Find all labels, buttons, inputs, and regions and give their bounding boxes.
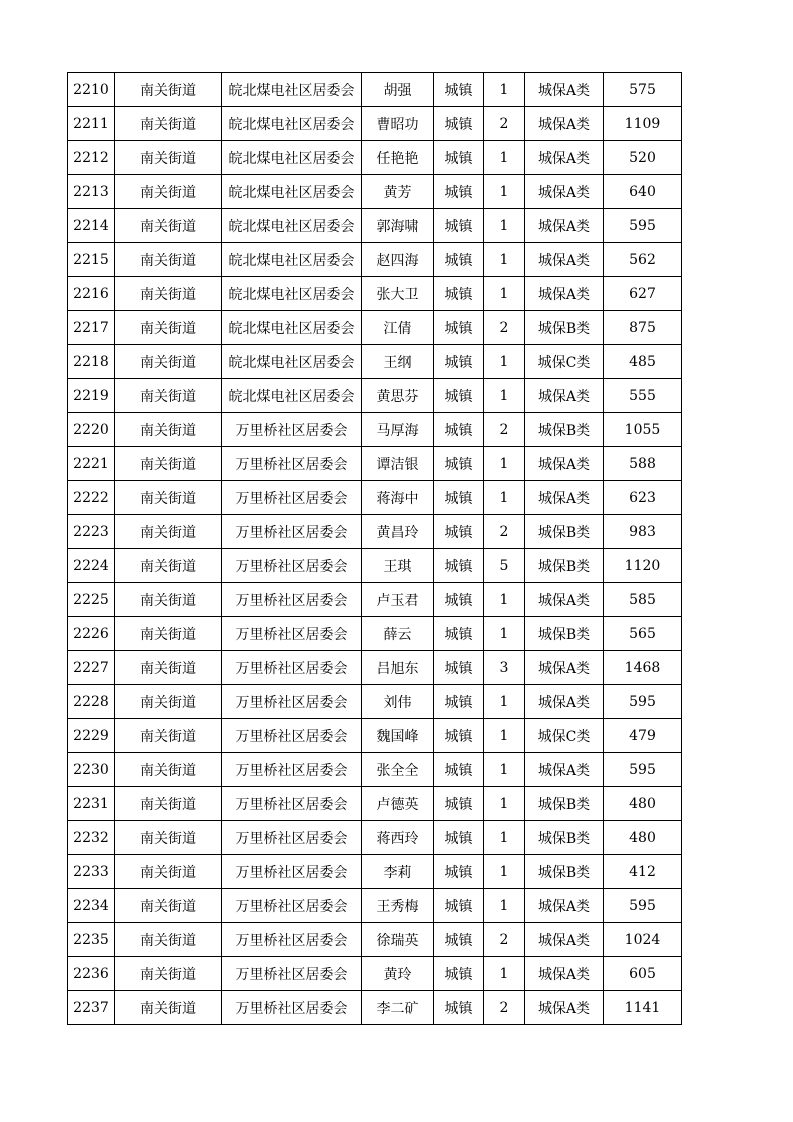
row-number-cell: 2212 [68,141,115,175]
name-cell: 李二矿 [362,991,434,1025]
household-size-cell: 1 [484,447,525,481]
table-row [68,243,682,277]
area-type-cell: 城镇 [434,515,484,549]
street-cell: 南关街道 [115,753,222,787]
insurance-category-cell: 城保B类 [525,549,604,583]
table-row [68,379,682,413]
household-size-cell: 1 [484,141,525,175]
household-size-cell: 1 [484,719,525,753]
street-cell: 南关街道 [115,175,222,209]
table-row [68,141,682,175]
street-cell: 南关街道 [115,923,222,957]
community-cell: 皖北煤电社区居委会 [222,379,362,413]
name-cell: 卢玉君 [362,583,434,617]
amount-cell: 485 [604,345,682,379]
name-cell: 赵四海 [362,243,434,277]
amount-cell: 605 [604,957,682,991]
area-type-cell: 城镇 [434,481,484,515]
row-number-cell: 2229 [68,719,115,753]
table-row [68,685,682,719]
table-row [68,719,682,753]
household-size-cell: 1 [484,821,525,855]
household-size-cell: 1 [484,583,525,617]
household-size-cell: 1 [484,209,525,243]
area-type-cell: 城镇 [434,889,484,923]
name-cell: 刘伟 [362,685,434,719]
area-type-cell: 城镇 [434,447,484,481]
table-row [68,957,682,991]
roster-table-body [68,73,682,1025]
street-cell: 南关街道 [115,345,222,379]
street-cell: 南关街道 [115,73,222,107]
street-cell: 南关街道 [115,651,222,685]
row-number-cell: 2227 [68,651,115,685]
area-type-cell: 城镇 [434,617,484,651]
insurance-category-cell: 城保A类 [525,141,604,175]
street-cell: 南关街道 [115,243,222,277]
community-cell: 万里桥社区居委会 [222,787,362,821]
row-number-cell: 2218 [68,345,115,379]
name-cell: 王琪 [362,549,434,583]
insurance-category-cell: 城保A类 [525,243,604,277]
insurance-category-cell: 城保B类 [525,787,604,821]
amount-cell: 1141 [604,991,682,1025]
amount-cell: 1468 [604,651,682,685]
area-type-cell: 城镇 [434,413,484,447]
amount-cell: 575 [604,73,682,107]
area-type-cell: 城镇 [434,277,484,311]
name-cell: 任艳艳 [362,141,434,175]
area-type-cell: 城镇 [434,991,484,1025]
street-cell: 南关街道 [115,209,222,243]
table-row [68,549,682,583]
amount-cell: 480 [604,787,682,821]
row-number-cell: 2211 [68,107,115,141]
street-cell: 南关街道 [115,787,222,821]
insurance-category-cell: 城保A类 [525,277,604,311]
amount-cell: 875 [604,311,682,345]
insurance-category-cell: 城保B类 [525,515,604,549]
area-type-cell: 城镇 [434,719,484,753]
street-cell: 南关街道 [115,379,222,413]
insurance-category-cell: 城保A类 [525,379,604,413]
row-number-cell: 2235 [68,923,115,957]
household-size-cell: 1 [484,277,525,311]
name-cell: 徐瑞英 [362,923,434,957]
table-row [68,209,682,243]
community-cell: 万里桥社区居委会 [222,685,362,719]
amount-cell: 1120 [604,549,682,583]
insurance-category-cell: 城保C类 [525,719,604,753]
amount-cell: 1109 [604,107,682,141]
name-cell: 卢德英 [362,787,434,821]
table-row [68,447,682,481]
name-cell: 胡强 [362,73,434,107]
area-type-cell: 城镇 [434,209,484,243]
insurance-category-cell: 城保A类 [525,73,604,107]
amount-cell: 595 [604,209,682,243]
table-row [68,651,682,685]
amount-cell: 412 [604,855,682,889]
community-cell: 万里桥社区居委会 [222,753,362,787]
amount-cell: 1024 [604,923,682,957]
row-number-cell: 2216 [68,277,115,311]
household-size-cell: 1 [484,175,525,209]
area-type-cell: 城镇 [434,107,484,141]
community-cell: 万里桥社区居委会 [222,549,362,583]
row-number-cell: 2231 [68,787,115,821]
street-cell: 南关街道 [115,549,222,583]
amount-cell: 588 [604,447,682,481]
amount-cell: 595 [604,889,682,923]
insurance-category-cell: 城保A类 [525,889,604,923]
household-size-cell: 1 [484,379,525,413]
community-cell: 万里桥社区居委会 [222,889,362,923]
street-cell: 南关街道 [115,447,222,481]
name-cell: 魏国峰 [362,719,434,753]
table-row [68,311,682,345]
name-cell: 马厚海 [362,413,434,447]
insurance-category-cell: 城保B类 [525,617,604,651]
amount-cell: 479 [604,719,682,753]
name-cell: 黄芳 [362,175,434,209]
community-cell: 万里桥社区居委会 [222,651,362,685]
street-cell: 南关街道 [115,719,222,753]
community-cell: 皖北煤电社区居委会 [222,345,362,379]
table-row [68,73,682,107]
household-size-cell: 1 [484,753,525,787]
community-cell: 万里桥社区居委会 [222,957,362,991]
table-row [68,923,682,957]
row-number-cell: 2217 [68,311,115,345]
name-cell: 黄思芬 [362,379,434,413]
community-cell: 万里桥社区居委会 [222,923,362,957]
street-cell: 南关街道 [115,515,222,549]
community-cell: 万里桥社区居委会 [222,447,362,481]
amount-cell: 1055 [604,413,682,447]
row-number-cell: 2213 [68,175,115,209]
insurance-category-cell: 城保A类 [525,107,604,141]
table-row [68,345,682,379]
insurance-category-cell: 城保C类 [525,345,604,379]
area-type-cell: 城镇 [434,243,484,277]
insurance-category-cell: 城保B类 [525,821,604,855]
table-row [68,413,682,447]
row-number-cell: 2219 [68,379,115,413]
street-cell: 南关街道 [115,617,222,651]
name-cell: 黄玲 [362,957,434,991]
community-cell: 万里桥社区居委会 [222,821,362,855]
name-cell: 江倩 [362,311,434,345]
name-cell: 张大卫 [362,277,434,311]
table-row [68,889,682,923]
area-type-cell: 城镇 [434,311,484,345]
table-row [68,175,682,209]
row-number-cell: 2214 [68,209,115,243]
street-cell: 南关街道 [115,413,222,447]
area-type-cell: 城镇 [434,175,484,209]
community-cell: 万里桥社区居委会 [222,719,362,753]
name-cell: 黄昌玲 [362,515,434,549]
amount-cell: 565 [604,617,682,651]
table-row [68,617,682,651]
roster-table [67,72,682,1025]
insurance-category-cell: 城保A类 [525,991,604,1025]
insurance-category-cell: 城保A类 [525,447,604,481]
amount-cell: 595 [604,685,682,719]
community-cell: 皖北煤电社区居委会 [222,277,362,311]
name-cell: 张全全 [362,753,434,787]
row-number-cell: 2220 [68,413,115,447]
name-cell: 吕旭东 [362,651,434,685]
amount-cell: 983 [604,515,682,549]
row-number-cell: 2230 [68,753,115,787]
area-type-cell: 城镇 [434,73,484,107]
household-size-cell: 1 [484,617,525,651]
amount-cell: 627 [604,277,682,311]
household-size-cell: 1 [484,957,525,991]
household-size-cell: 1 [484,481,525,515]
name-cell: 李莉 [362,855,434,889]
insurance-category-cell: 城保A类 [525,753,604,787]
community-cell: 万里桥社区居委会 [222,991,362,1025]
community-cell: 万里桥社区居委会 [222,583,362,617]
street-cell: 南关街道 [115,685,222,719]
insurance-category-cell: 城保A类 [525,175,604,209]
area-type-cell: 城镇 [434,141,484,175]
street-cell: 南关街道 [115,107,222,141]
row-number-cell: 2222 [68,481,115,515]
row-number-cell: 2210 [68,73,115,107]
area-type-cell: 城镇 [434,957,484,991]
insurance-category-cell: 城保A类 [525,957,604,991]
insurance-category-cell: 城保B类 [525,413,604,447]
household-size-cell: 2 [484,923,525,957]
area-type-cell: 城镇 [434,379,484,413]
amount-cell: 562 [604,243,682,277]
household-size-cell: 2 [484,311,525,345]
household-size-cell: 1 [484,243,525,277]
row-number-cell: 2226 [68,617,115,651]
community-cell: 万里桥社区居委会 [222,617,362,651]
row-number-cell: 2228 [68,685,115,719]
community-cell: 万里桥社区居委会 [222,413,362,447]
table-row [68,991,682,1025]
insurance-category-cell: 城保B类 [525,311,604,345]
table-row [68,855,682,889]
row-number-cell: 2236 [68,957,115,991]
household-size-cell: 2 [484,107,525,141]
community-cell: 皖北煤电社区居委会 [222,141,362,175]
community-cell: 皖北煤电社区居委会 [222,209,362,243]
row-number-cell: 2232 [68,821,115,855]
name-cell: 薛云 [362,617,434,651]
street-cell: 南关街道 [115,141,222,175]
row-number-cell: 2237 [68,991,115,1025]
household-size-cell: 1 [484,889,525,923]
household-size-cell: 1 [484,787,525,821]
household-size-cell: 2 [484,515,525,549]
street-cell: 南关街道 [115,889,222,923]
area-type-cell: 城镇 [434,753,484,787]
row-number-cell: 2221 [68,447,115,481]
area-type-cell: 城镇 [434,787,484,821]
household-size-cell: 1 [484,855,525,889]
street-cell: 南关街道 [115,583,222,617]
row-number-cell: 2215 [68,243,115,277]
insurance-category-cell: 城保A类 [525,209,604,243]
area-type-cell: 城镇 [434,583,484,617]
name-cell: 曹昭功 [362,107,434,141]
amount-cell: 640 [604,175,682,209]
street-cell: 南关街道 [115,855,222,889]
community-cell: 皖北煤电社区居委会 [222,175,362,209]
street-cell: 南关街道 [115,311,222,345]
insurance-category-cell: 城保A类 [525,583,604,617]
amount-cell: 520 [604,141,682,175]
area-type-cell: 城镇 [434,651,484,685]
table-row [68,515,682,549]
name-cell: 蒋海中 [362,481,434,515]
name-cell: 王纲 [362,345,434,379]
street-cell: 南关街道 [115,821,222,855]
name-cell: 蒋西玲 [362,821,434,855]
table-row [68,787,682,821]
amount-cell: 555 [604,379,682,413]
table-row [68,277,682,311]
table-row [68,753,682,787]
street-cell: 南关街道 [115,957,222,991]
community-cell: 皖北煤电社区居委会 [222,243,362,277]
name-cell: 郭海啸 [362,209,434,243]
insurance-category-cell: 城保A类 [525,685,604,719]
table-row [68,583,682,617]
street-cell: 南关街道 [115,991,222,1025]
insurance-category-cell: 城保A类 [525,651,604,685]
insurance-category-cell: 城保B类 [525,855,604,889]
area-type-cell: 城镇 [434,685,484,719]
street-cell: 南关街道 [115,277,222,311]
insurance-category-cell: 城保A类 [525,481,604,515]
amount-cell: 623 [604,481,682,515]
area-type-cell: 城镇 [434,923,484,957]
community-cell: 万里桥社区居委会 [222,855,362,889]
community-cell: 皖北煤电社区居委会 [222,73,362,107]
area-type-cell: 城镇 [434,821,484,855]
household-size-cell: 3 [484,651,525,685]
household-size-cell: 1 [484,685,525,719]
household-size-cell: 2 [484,413,525,447]
row-number-cell: 2224 [68,549,115,583]
community-cell: 万里桥社区居委会 [222,481,362,515]
household-size-cell: 1 [484,345,525,379]
table-row [68,481,682,515]
amount-cell: 480 [604,821,682,855]
row-number-cell: 2225 [68,583,115,617]
household-size-cell: 5 [484,549,525,583]
row-number-cell: 2234 [68,889,115,923]
community-cell: 皖北煤电社区居委会 [222,311,362,345]
row-number-cell: 2233 [68,855,115,889]
household-size-cell: 2 [484,991,525,1025]
name-cell: 王秀梅 [362,889,434,923]
household-size-cell: 1 [484,73,525,107]
area-type-cell: 城镇 [434,345,484,379]
row-number-cell: 2223 [68,515,115,549]
insurance-category-cell: 城保A类 [525,923,604,957]
amount-cell: 585 [604,583,682,617]
community-cell: 皖北煤电社区居委会 [222,107,362,141]
area-type-cell: 城镇 [434,549,484,583]
amount-cell: 595 [604,753,682,787]
table-row [68,107,682,141]
area-type-cell: 城镇 [434,855,484,889]
street-cell: 南关街道 [115,481,222,515]
table-row [68,821,682,855]
name-cell: 谭洁银 [362,447,434,481]
community-cell: 万里桥社区居委会 [222,515,362,549]
